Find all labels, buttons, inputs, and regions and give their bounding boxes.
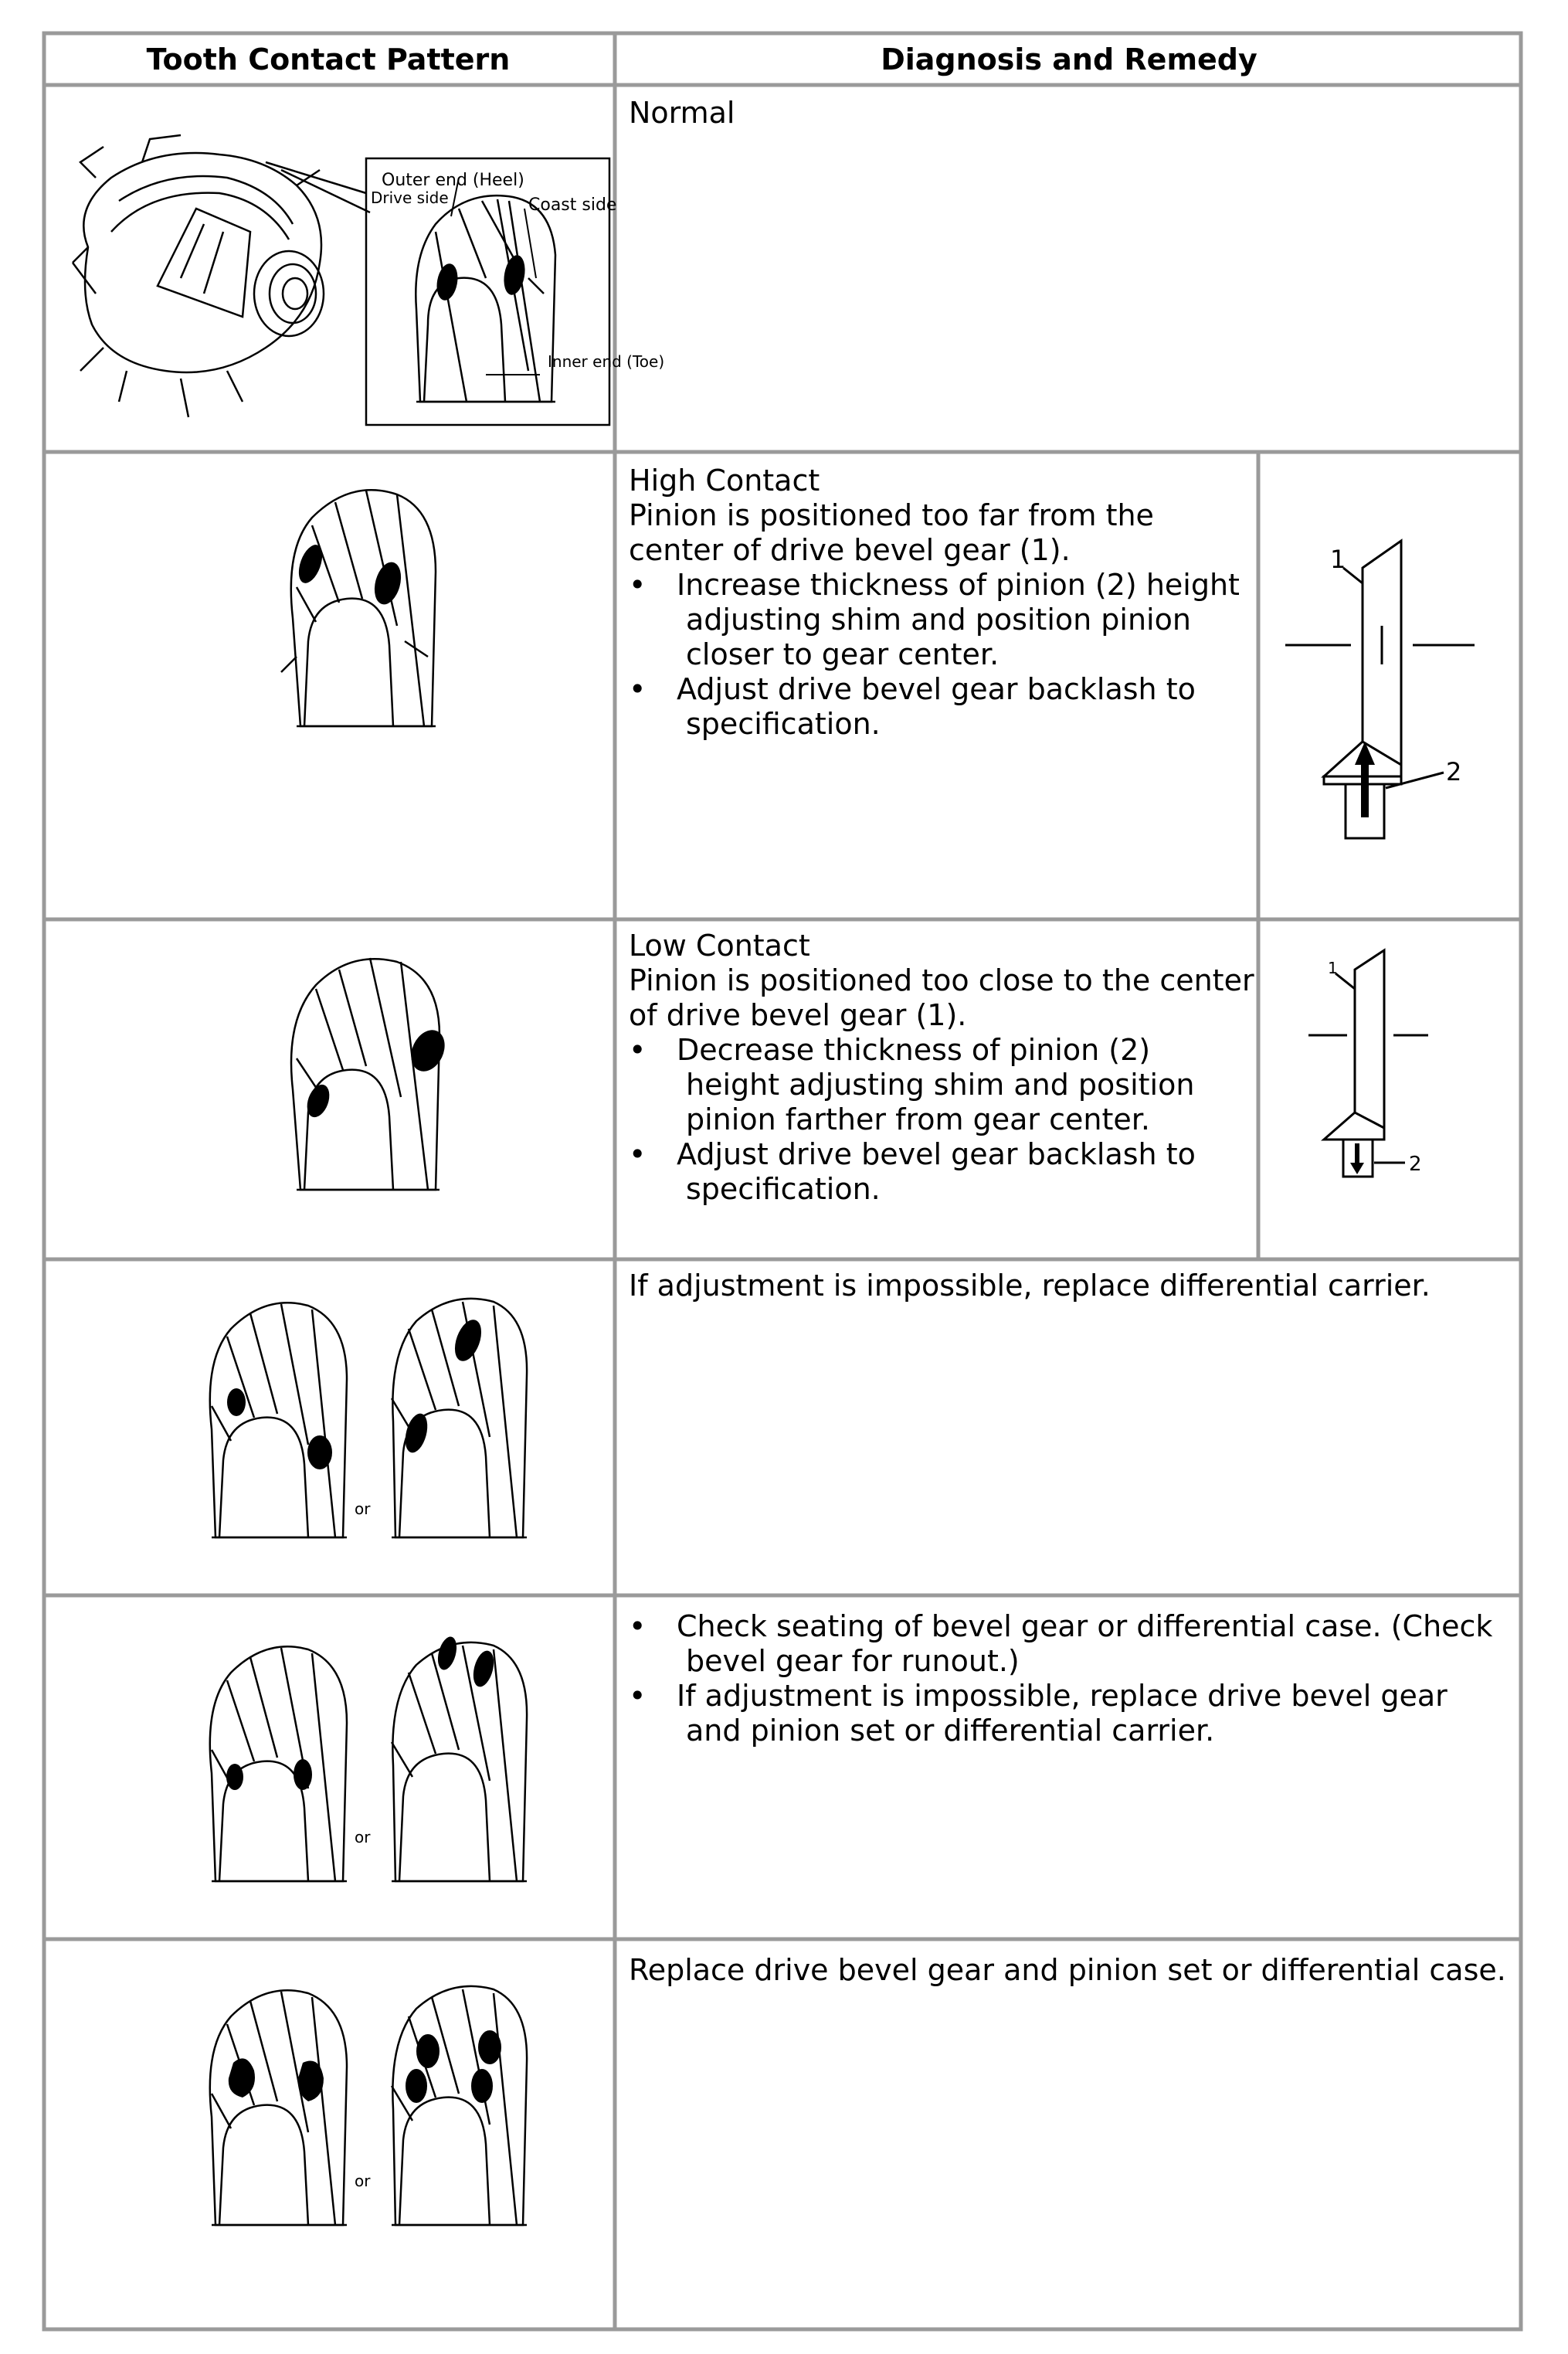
- or-label: or: [355, 2172, 371, 2190]
- tooth-contact-table: [42, 31, 1523, 2332]
- bullet-text: Adjust drive bevel gear backlash to: [677, 672, 1196, 706]
- gear-callout-1: 1: [1330, 545, 1346, 574]
- bullet-text: closer to gear center.: [686, 637, 1000, 671]
- low-contact-gear-pinion-diagram: [1293, 935, 1494, 1221]
- outer-end-label: Outer end (Heel): [382, 171, 524, 190]
- header-diagnosis-remedy: Diagnosis and Remedy: [881, 42, 1257, 76]
- bullet-text: height adjusting shim and position: [686, 1068, 1195, 1102]
- low-contact-title: Low Contact: [629, 929, 810, 963]
- pinion-callout-2: 2: [1409, 1153, 1422, 1176]
- bullet-text: Check seating of bevel gear or differential case. (Check: [677, 1609, 1493, 1643]
- or-label: or: [355, 1500, 371, 1518]
- coast-side-label: Coast side: [528, 195, 617, 215]
- bullet-glyph: •: [629, 568, 647, 602]
- drive-side-label: Drive side: [371, 189, 449, 207]
- bullet-text: pinion farther from gear center.: [686, 1102, 1150, 1136]
- header-tooth-contact-pattern: Tooth Contact Pattern: [146, 42, 511, 76]
- bullet-text: specification.: [686, 1172, 881, 1206]
- bullet-glyph: •: [629, 1033, 647, 1067]
- high-contact-line-1: Pinion is positioned too far from the: [629, 498, 1154, 532]
- gear-callout-1: 1: [1328, 959, 1338, 977]
- high-contact-line-2: center of drive bevel gear (1).: [629, 533, 1071, 567]
- normal-contact-diagram: [65, 116, 665, 440]
- bullet-text: If adjustment is impossible, replace drive bevel gear: [677, 1679, 1448, 1713]
- high-contact-title: High Contact: [629, 464, 820, 498]
- row6-remedy: Replace drive bevel gear and pinion set or differential case.: [629, 1953, 1506, 1987]
- tooth-pattern-pair-5: [150, 1611, 582, 1912]
- tooth-pattern-pair-6: [150, 1955, 582, 2256]
- tooth-pattern-pair-4: [150, 1267, 582, 1568]
- bullet-glyph: •: [629, 1679, 647, 1713]
- high-contact-gear-pinion-diagram: [1278, 510, 1509, 865]
- low-contact-line-1: Pinion is positioned too close to the center: [629, 963, 1254, 997]
- row4-remedy: If adjustment is impossible, replace differential carrier.: [629, 1269, 1431, 1303]
- high-contact-tooth: [250, 471, 482, 749]
- bullet-text: specification.: [686, 707, 881, 741]
- bullet-text: and pinion set or differential carrier.: [686, 1714, 1215, 1748]
- bullet-text: Increase thickness of pinion (2) height: [677, 568, 1240, 602]
- bullet-text: adjusting shim and position pinion: [686, 603, 1191, 637]
- bullet-text: Adjust drive bevel gear backlash to: [677, 1137, 1196, 1171]
- pinion-callout-2: 2: [1446, 757, 1462, 786]
- bullet-text: Decrease thickness of pinion (2): [677, 1033, 1151, 1067]
- or-label: or: [355, 1828, 371, 1846]
- inner-end-label: Inner end (Toe): [548, 352, 665, 371]
- normal-title: Normal: [629, 96, 735, 130]
- bullet-glyph: •: [629, 1609, 647, 1643]
- bullet-glyph: •: [629, 672, 647, 706]
- low-contact-line-2: of drive bevel gear (1).: [629, 998, 967, 1032]
- low-contact-tooth: [250, 935, 482, 1205]
- bullet-glyph: •: [629, 1137, 647, 1171]
- bullet-text: bevel gear for runout.): [686, 1644, 1020, 1678]
